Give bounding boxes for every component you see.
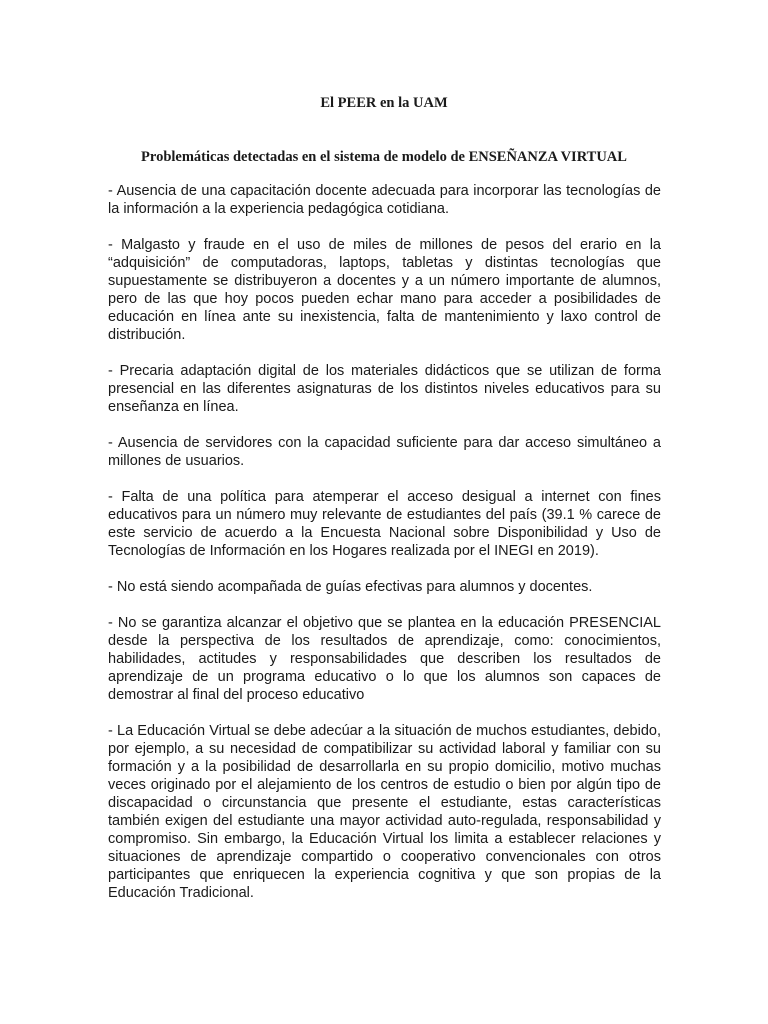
document-body [108, 182, 661, 920]
paragraph-politica: - Falta de una política para atemperar el acceso desigual a internet con fines educativos para un número muy relevante de estudiantes del país (39.1 % carece de este servicio de acuerdo a la Encuesta Nacional sobre Disponibilidad y Uso de Tecnologías de Información en los Hogares realizada por el INEGI en 2019). [108, 489, 661, 559]
document-subtitle: Problemáticas detectadas en el sistema de modelo de ENSEÑANZA VIRTUAL [141, 149, 627, 165]
paragraph-servidores: - Ausencia de servidores con la capacidad suficiente para dar acceso simultáneo a millones de usuarios. [108, 435, 661, 469]
paragraph-educacion-virtual: - La Educación Virtual se debe adecúar a la situación de muchos estudiantes, debido, por ejemplo, a su necesidad de compatibilizar su actividad laboral y familiar con su formación y a la posibilidad de desarrollarla en su propio domicilio, motivo muchas veces originado por el alejamiento de los centros de estudio o bien por algún tipo de discapacidad o circunstancia que presente el estudiante, estas características también exigen del estudiante una mayor actividad auto-regulada, responsabilidad y compromiso. Sin embargo, la Educación Virtual los limita a establecer relaciones y situaciones de aprendizaje compartido o cooperativo convencionales con otros participantes que enriquecen la experiencia cognitiva y que son propias de la Educación Tradicional. [108, 723, 661, 901]
paragraph-guias: - No está siendo acompañada de guías efectivas para alumnos y docentes. [108, 579, 593, 595]
paragraph-adaptacion: - Precaria adaptación digital de los materiales didácticos que se utilizan de forma presencial en las diferentes asignaturas de los distintos niveles educativos para su enseñanza en línea. [108, 363, 661, 415]
paragraph-capacitacion: - Ausencia de una capacitación docente adecuada para incorporar las tecnologías de la información a la experiencia pedagógica cotidiana. [108, 183, 661, 217]
document-title: El PEER en la UAM [320, 95, 448, 111]
paragraph-objetivo: - No se garantiza alcanzar el objetivo que se plantea en la educación PRESENCIAL desde la perspectiva de los resultados de aprendizaje, como: conocimientos, habilidades, actitudes y responsabilidades que describen los resultados de aprendizaje de un programa educativo o lo que los alumnos son capaces de demostrar al final del proceso educativo [108, 615, 661, 703]
paragraph-malgasto: - Malgasto y fraude en el uso de miles de millones de pesos del erario en la “adquisición” de computadoras, laptops, tabletas y distintas tecnologías que supuestamente se distribuyeron a docentes y a un número importante de alumnos, pero de las que hoy pocos pueden echar mano para acceder a posibilidades de educación en línea ante su inexistencia, falta de mantenimiento y laxo control de distribución. [108, 237, 661, 343]
